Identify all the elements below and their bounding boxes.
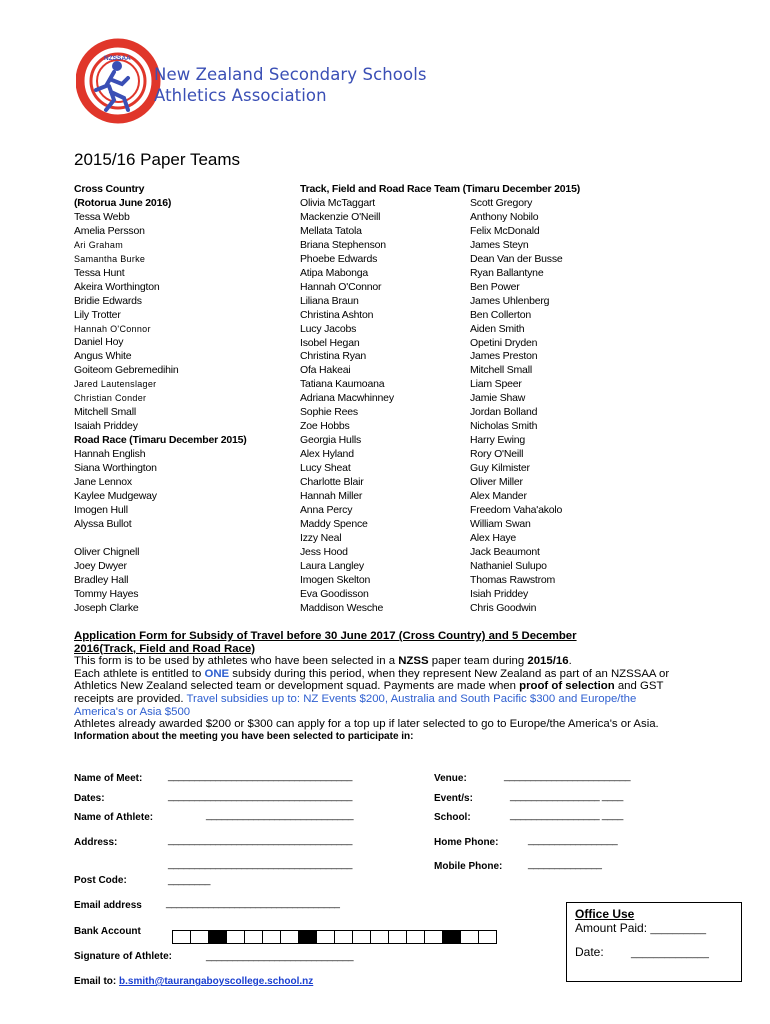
road-race-athlete: Hannah English [74, 448, 146, 461]
cross-country-athlete: Tessa Webb [74, 210, 130, 223]
cross-country-column [74, 183, 247, 616]
p2-text-a: Each athlete is entitled to [74, 667, 205, 680]
track-team-athlete: Briana Stephenson [300, 238, 386, 251]
track-team-athlete: Sophie Rees [300, 406, 358, 419]
road-race-athlete: Joseph Clarke [74, 601, 139, 614]
bank-account-digit-box[interactable] [172, 930, 191, 944]
venue-label: Venue: [434, 773, 467, 784]
cross-country-heading: Cross Country [74, 183, 145, 195]
track-team-athlete: Ben Collerton [470, 308, 532, 321]
bank-account-digit-box[interactable] [352, 930, 371, 944]
road-race-athlete: Jane Lennox [74, 476, 132, 489]
bank-account-digit-box[interactable] [334, 930, 353, 944]
track-team-athlete: Thomas Rawstrom [470, 573, 556, 586]
track-team-athlete: Atipa Mabonga [300, 266, 369, 279]
track-team-athlete: Jamie Shaw [470, 392, 526, 405]
track-team-athlete: Oliver Miller [470, 476, 523, 489]
p2-text-b: subsidy during this period, when they represent New Zealand as part of an NZSSAA or Athletics New Zealand selected team or development squad. Payments are made when [74, 667, 670, 693]
cross-country-athlete: Lily Trotter [74, 308, 121, 321]
name-of-athlete-label: Name of Athlete: [74, 812, 154, 823]
bank-account-digit-box[interactable] [478, 930, 497, 944]
office-use-box [566, 902, 742, 982]
track-team-athlete: Charlotte Blair [300, 476, 364, 489]
organization-name [154, 64, 427, 106]
dates-label: Dates: [74, 793, 105, 804]
track-team-athlete: Tatiana Kaumoana [300, 378, 385, 391]
track-team-athlete: Aiden Smith [470, 322, 525, 335]
post-code-field[interactable]: ________ [168, 875, 211, 886]
cross-country-subheading: (Rotorua June 2016) [74, 196, 172, 209]
cross-country-athlete: Samantha Burke [74, 253, 146, 264]
track-team-athlete: Laura Langley [300, 559, 364, 572]
road-race-athlete: Tommy Hayes [74, 587, 139, 600]
cross-country-athlete: Isaiah Priddey [74, 420, 138, 433]
signature-field[interactable]: ____________________________ [206, 951, 354, 962]
track-team-athlete: Maddy Spence [300, 517, 368, 530]
track-team-athlete: Lucy Jacobs [300, 322, 357, 335]
school-field[interactable]: _________________ ____ [510, 810, 623, 821]
track-team-athlete: James Preston [470, 350, 538, 363]
cross-country-athlete: Amelia Persson [74, 224, 145, 237]
cross-country-athlete: Hannah O'Connor [74, 323, 151, 334]
address-line-2-field[interactable]: ___________________________________ [168, 859, 353, 870]
track-team-athlete: Christina Ashton [300, 308, 374, 321]
track-team-athlete: Maddison Wesche [300, 601, 384, 614]
road-race-athlete: Alyssa Bullot [74, 517, 132, 530]
track-team-athlete: Liam Speer [470, 378, 522, 391]
name-of-meet-label: Name of Meet: [74, 773, 143, 784]
application-heading-line1: Application Form for Subsidy of Travel before 30 June 2017 (Cross Country) and 5 December [74, 630, 577, 642]
track-team-athlete: Jack Beaumont [470, 545, 540, 558]
track-team-athlete: Mitchell Small [470, 364, 532, 377]
school-label: School: [434, 812, 471, 823]
track-team-athlete: Eva Goodisson [300, 587, 369, 600]
bank-account-digit-box[interactable] [388, 930, 407, 944]
road-race-athlete: Imogen Hull [74, 503, 128, 516]
page-title: 2015/16 Paper Teams [74, 150, 241, 169]
application-heading [74, 630, 674, 655]
cross-country-athlete: Bridie Edwards [74, 294, 142, 307]
track-team-athlete: Georgia Hulls [300, 434, 362, 447]
amount-paid-row [575, 921, 733, 935]
track-team-athlete: Jess Hood [300, 545, 348, 558]
bank-account-boxes[interactable] [172, 930, 496, 944]
home-phone-field[interactable]: _________________ [528, 835, 618, 846]
signature-label: Signature of Athlete: [74, 951, 172, 962]
p1-text-b: paper team during [428, 655, 528, 668]
date-row [575, 945, 733, 959]
road-race-athlete: Siana Worthington [74, 462, 157, 475]
amount-paid-field[interactable]: __________ [650, 924, 707, 935]
track-team-athlete: Rory O'Neill [470, 448, 524, 461]
track-team-athlete: Adriana Macwhinney [300, 392, 394, 405]
track-team-athlete: Phoebe Edwards [300, 252, 378, 265]
email-to-label: Email to: [74, 976, 117, 987]
mobile-phone-label: Mobile Phone: [434, 861, 503, 872]
p2-proof: proof of selection [519, 680, 615, 693]
name-of-athlete-field[interactable]: ____________________________ [206, 810, 354, 821]
track-team-athlete: Nathaniel Sulupo [470, 559, 547, 572]
bank-account-digit-box[interactable] [370, 930, 389, 944]
track-team-heading: Track, Field and Road Race Team (Timaru December 2015) [300, 183, 581, 195]
post-code-label: Post Code: [74, 875, 127, 886]
track-team-column-b [470, 197, 563, 616]
track-team-athlete: Mackenzie O'Neill [300, 210, 381, 223]
cross-country-athlete: Tessa Hunt [74, 266, 125, 279]
bank-account-digit-box[interactable] [262, 930, 281, 944]
track-team-athlete: Opetini Dryden [470, 336, 538, 349]
date-field[interactable]: ______________ [631, 948, 709, 959]
cross-country-athlete: Goiteom Gebremedihin [74, 364, 179, 377]
track-team-athlete: Ben Power [470, 280, 520, 293]
track-team-athlete: Alex Hyland [300, 448, 354, 461]
track-team-athlete: James Uhlenberg [470, 294, 550, 307]
track-team-athlete: Nicholas Smith [470, 420, 538, 433]
track-team-athlete: Scott Gregory [470, 197, 533, 209]
cross-country-athlete: Jared Lautenslager [74, 379, 157, 390]
org-name-line1: New Zealand Secondary Schools [154, 65, 427, 84]
application-paragraph-3: Athletes already awarded $200 or $300 can apply for a top up if later selected to go to Europe/the America's or Asia. [74, 718, 659, 731]
cross-country-athlete: Daniel Hoy [74, 336, 124, 349]
events-label: Event/s: [434, 793, 473, 804]
bank-account-digit-box[interactable] [244, 930, 263, 944]
bank-account-digit-box[interactable] [298, 930, 317, 944]
org-name-line2: Athletics Association [154, 86, 327, 105]
mobile-phone-field[interactable]: ______________ [528, 859, 602, 870]
logo-text: NZSSAA [104, 55, 131, 62]
p1-text-c: . [568, 655, 572, 668]
address-label: Address: [74, 837, 118, 848]
track-team-athlete: Chris Goodwin [470, 601, 537, 614]
track-team-athlete: Isobel Hegan [300, 336, 360, 349]
road-race-heading: Road Race (Timaru December 2015) [74, 434, 247, 447]
track-team-athlete: Hannah O'Connor [300, 280, 382, 293]
track-team-athlete: Felix McDonald [470, 224, 540, 237]
track-team-athlete: William Swan [470, 517, 531, 530]
p2-text-c: and GST receipts are provided. [74, 680, 664, 705]
bank-account-digit-box[interactable] [208, 930, 227, 944]
bank-account-digit-box[interactable] [316, 930, 335, 944]
bank-account-digit-box[interactable] [226, 930, 245, 944]
office-use-heading: Office Use [575, 907, 635, 921]
application-heading-line2: 2016(Track, Field and Road Race) [74, 642, 256, 655]
dates-field[interactable]: ___________________________________ [168, 791, 353, 802]
track-team-athlete: Ryan Ballantyne [470, 266, 544, 279]
email-to-link[interactable]: b.smith@taurangaboyscollege.school.nz [119, 976, 314, 987]
track-team-athlete: Mellata Tatola [300, 224, 362, 237]
track-team-athlete: Anthony Nobilo [470, 210, 539, 223]
email-address-label: Email address [74, 900, 142, 911]
p1-year: 2015/16 [527, 655, 569, 668]
road-race-athlete: Bradley Hall [74, 573, 129, 586]
road-race-list [74, 448, 247, 615]
date-label: Date: [575, 945, 604, 959]
track-team-athlete: James Steyn [470, 238, 529, 251]
track-team-athlete: Anna Percy [300, 503, 353, 516]
email-to-row [74, 976, 313, 987]
track-team-athlete: Ofa Hakeai [300, 364, 351, 377]
road-race-athlete [74, 532, 247, 546]
email-address-field[interactable]: _________________________________ [166, 898, 340, 909]
bank-account-digit-box[interactable] [424, 930, 443, 944]
bank-account-digit-box[interactable] [406, 930, 425, 944]
cross-country-athlete: Christian Conder [74, 393, 147, 404]
track-team-athlete: Alex Mander [470, 490, 527, 503]
meeting-info-heading: Information about the meeting you have been selected to participate in: [74, 730, 414, 742]
track-team-athlete: Liliana Braun [300, 294, 359, 307]
p2-one: ONE [204, 667, 230, 680]
cross-country-athlete: Mitchell Small [74, 406, 136, 419]
track-team-athlete: Olivia McTaggart [300, 197, 375, 209]
bank-account-digit-box[interactable] [460, 930, 479, 944]
application-paragraph-2 [74, 668, 674, 718]
venue-field[interactable]: ________________________ [504, 771, 631, 782]
track-team-athlete: Christina Ryan [300, 350, 367, 363]
track-team-athlete: Guy Kilmister [470, 462, 530, 475]
nzssaa-logo [76, 38, 166, 128]
track-team-column-a [300, 197, 394, 616]
track-team-athlete: Jordan Bolland [470, 406, 538, 419]
road-race-athlete: Oliver Chignell [74, 545, 140, 558]
cross-country-athlete: Akeira Worthington [74, 280, 160, 293]
road-race-athlete: Joey Dwyer [74, 559, 127, 572]
track-team-athlete: Freedom Vaha'akolo [470, 503, 563, 516]
road-race-athlete: Kaylee Mudgeway [74, 489, 157, 502]
track-team-athlete: Zoe Hobbs [300, 420, 350, 433]
cross-country-athlete: Angus White [74, 350, 132, 363]
application-paragraph-1 [74, 655, 674, 668]
bank-account-digit-box[interactable] [280, 930, 299, 944]
cross-country-list [74, 211, 247, 434]
track-team-athlete: Hannah Miller [300, 490, 363, 503]
track-team-athlete: Dean Van der Busse [470, 252, 563, 265]
bank-account-digit-box[interactable] [190, 930, 209, 944]
amount-paid-label: Amount Paid: [575, 921, 648, 935]
name-of-meet-field[interactable]: ___________________________________ [168, 771, 353, 782]
bank-account-label: Bank Account [74, 926, 141, 937]
subsidy-amounts: Travel subsidies up to: NZ Events $200, Australia and South Pacific $300 and Europe/the America's or Asia $500 [74, 692, 637, 718]
bank-account-digit-box[interactable] [442, 930, 461, 944]
p1-nzss: NZSS [398, 655, 429, 668]
track-team-athlete: Isiah Priddey [470, 587, 529, 600]
application-section [74, 630, 674, 743]
events-field[interactable]: _________________ ____ [510, 791, 623, 802]
track-team-athlete: Harry Ewing [470, 434, 525, 447]
address-field[interactable]: ___________________________________ [168, 835, 353, 846]
track-team-athlete: Alex Haye [470, 531, 517, 544]
track-team-athlete: Lucy Sheat [300, 462, 351, 475]
p1-text-a: This form is to be used by athletes who have been selected in a [74, 655, 399, 668]
cross-country-athlete: Ari Graham [74, 239, 124, 250]
home-phone-label: Home Phone: [434, 837, 499, 848]
track-team-athlete: Izzy Neal [300, 531, 342, 544]
track-team-athlete: Imogen Skelton [300, 573, 371, 586]
